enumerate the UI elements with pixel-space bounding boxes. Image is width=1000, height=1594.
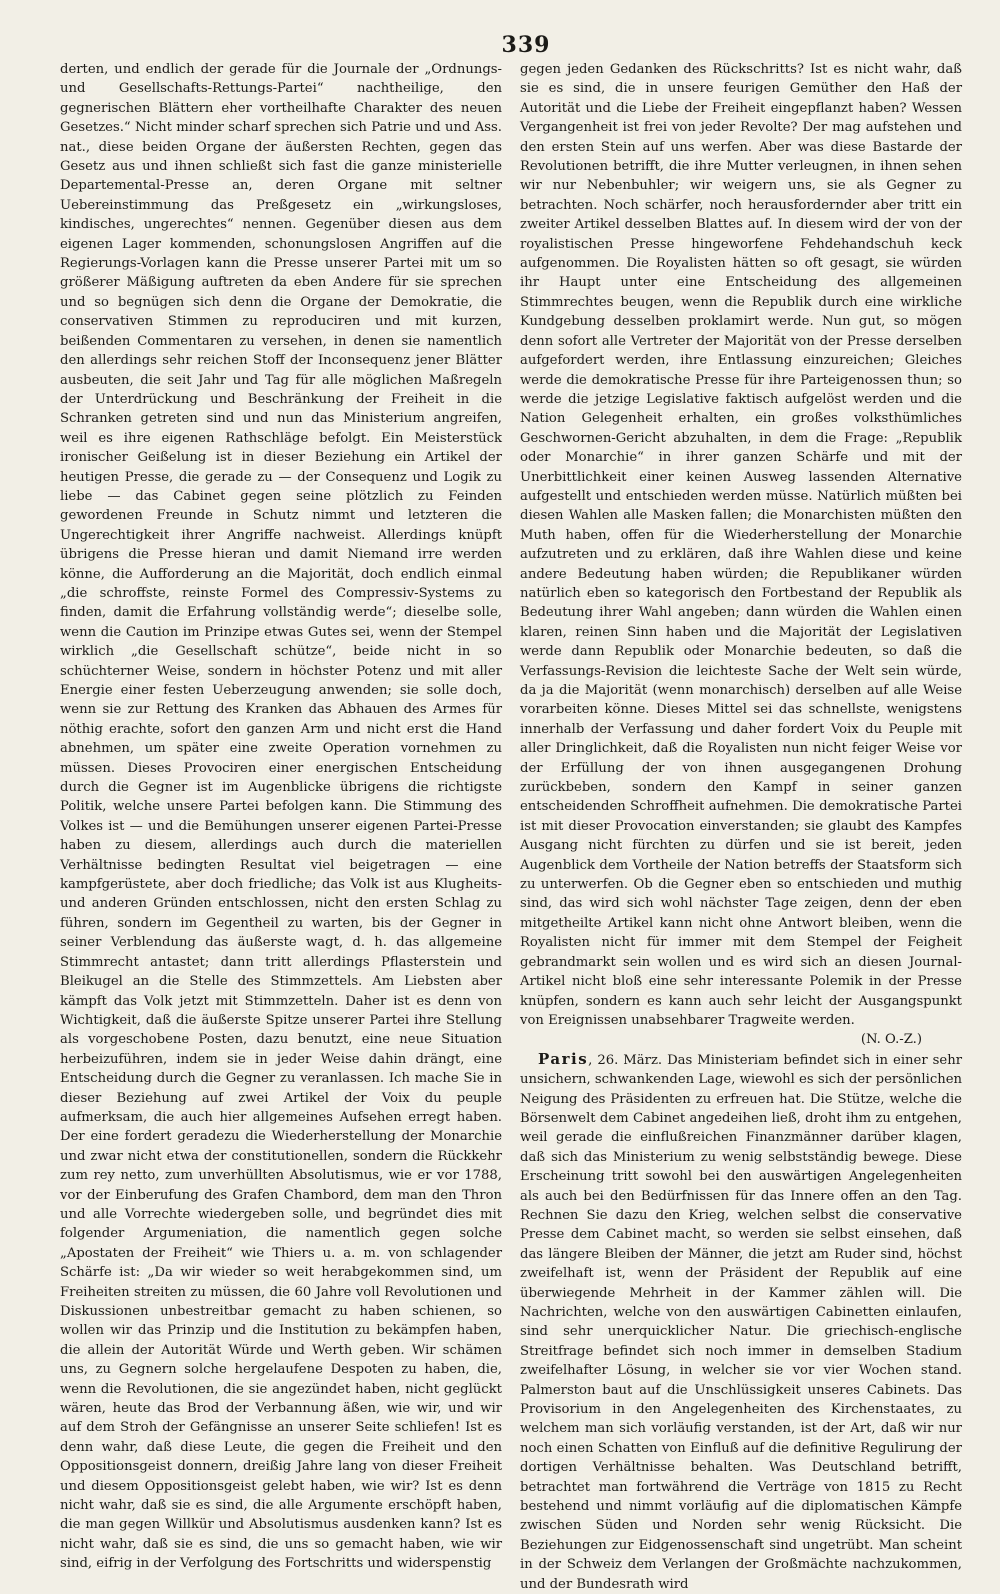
right-column-text-2: Das Ministeriam befindet sich in einer sehr unsichern, schwankenden Lage, wiewohl es sich der persönlichen Neigung des Präsidenten zu erfreuen hat. Die Stütze, welche die Börsenwelt dem Cabinet angedeihen ließ, droht ihm zu entgehen, weil gerade die einflußreichen Finanzmänner darüber klagen, daß sich das Ministerium zu wenig selbstständig bewege. Diese Erscheinung tritt sowohl bei den auswärtigen Angelegenheiten als auch bei den Bedürfnissen für das Innere offen an den Tag. Rechnen Sie dazu den Krieg, welchen selbst die conservative Presse dem Cabinet macht, so werden sie selbst einsehen, daß das längere Bleiben der Männer, die jetzt am Ruder sind, höchst zweifelhaft ist, wenn der Präsident der Republik auf eine überwiegende Mehrheit in der Kammer zählen will. Die Nachrichten, welche von den auswärtigen Cabinetten einlaufen, sind sehr unerquicklicher Natur. Die griechisch-englische Streitfrage befindet sich noch immer in demselben Stadium zweifelhafter Lösung, in welcher sie vor vier Wochen stand. Palmerston baut auf die Unschlüssigkeit unseres Cabinets. Das Provisorium in den Angelegenheiten des Kirchenstaates, zu welchem man sich vorläufig verstanden, ist der Art, daß wir nur noch einen Schatten von Einfluß auf die definitive Regulirung der dortigen Verhältnisse behalten. Was Deutschland betrifft, betrachtet man fortwährend die Verträge von 1815 zu Recht bestehend und nimmt vorläufig auf die diplomatischen Kämpfe zwischen Süden und Norden sehr wenig Rücksicht. Die Beziehungen zur Eidgenossenschaft sind ungetrübt. Man scheint in der Schweiz dem Verlangen der Großmächte nachzukommen, und der Bundesrath wird bbox=[520, 1052, 962, 1592]
text-columns bbox=[60, 60, 962, 1592]
dateline-place: Paris bbox=[538, 1049, 589, 1068]
source-signature: (N. O.-Z.) bbox=[860, 1032, 922, 1048]
left-column bbox=[60, 60, 502, 1572]
right-column bbox=[520, 60, 962, 1592]
page-number: 339 bbox=[501, 32, 551, 58]
right-column-text-1: gegen jeden Gedanken des Rückschritts? Ist es nicht wahr, daß sie es sind, die in unsere feurigen Gemüther den Haß der Autorität und die Liebe der Freiheit eingepflanzt haben? Wessen Vergangenheit ist frei von jeder Revolte? Der mag aufstehen und den ersten Stein auf uns werfen. Aber was diese Bastarde der Revolutionen betrifft, die ihre Mutter verleugnen, in ihnen sehen wir nur Nebenbuhler; wir weigern uns, sie als Gegner zu betrachten. Noch schärfer, noch herausfordernder aber tritt ein zweiter Artikel desselben Blattes auf. In diesem wird der von der royalistischen Presse hingeworfene Fehdehandschuh keck aufgenommen. Die Royalisten hätten so oft gesagt, sie würden ihr Haupt unter eine Entscheidung des allgemeinen Stimmrechtes beugen, wenn die Republik durch eine wirkliche Kundgebung desselben proklamirt werde. Nun gut, so mögen denn sofort alle Vertreter der Majorität von der Presse derselben aufgefordert werden, ihre Entlassung einzureichen; Gleiches werde die demokratische Presse für ihre Parteigenossen thun; so werde die jetzige Legislative faktisch aufgelöst werden und die Nation Gelegenheit erhalten, ein großes volksthümliches Geschwornen-Gericht abzuhalten, in dem die Frage: „Republik oder Monarchie“ in ihrer ganzen Schärfe und mit der Unerbittlichkeit einer keinen Ausweg lassenden Alternative aufgestellt und entschieden werden müsse. Natürlich müßten bei diesen Wahlen alle Masken fallen; die Monarchisten müßten den Muth haben, offen für die Wiederherstellung der Monarchie aufzutreten und zu erklären, daß ihre Wahlen diese und keine andere Bedeutung haben würden; die Republikaner würden natürlich eben so kategorisch den Fortbestand der Republik als Bedeutung ihrer Wahl angeben; dann würden die Wahlen einen klaren, reinen Sinn haben und die Majorität der Legislativen werde dann Republik oder Monarchie bedeuten, so daß die Verfassungs-Revision die leichteste Sache der Welt sein würde, da ja die Majorität (wenn monarchisch) derselben auf alle Weise vorarbeiten könne. Dieses Mittel sei das schnellste, wenigstens innerhalb der Verfassung und daher fordert Voix du Peuple mit aller Dringlichkeit, daß die Royalisten nun nicht feiger Weise vor der Erfüllung der von ihnen ausgegangenen Drohung zurückbeben, sondern den Kampf in seiner ganzen entscheidenden Schroffheit aufnehmen. Die demokratische Partei ist mit dieser Provocation einverstanden; sie glaubt des Kampfes Ausgang nicht fürchten zu dürfen und sie ist bereit, jeden Augenblick dem Vortheile der Nation betreffs der Staatsform sich zu unterwerfen. Ob die Gegner eben so entschieden und muthig sind, das wird sich wohl nächster Tage zeigen, denn der eben mitgetheilte Artikel kann nicht ohne Antwort bleiben, wenn die Royalisten nicht für immer mit dem Stempel der Feigheit gebrandmarkt sein wollen und es wird sich an diesen Journal-Artikel nicht bloß eine sehr interessante Polemik in der Presse knüpfen, sondern es kann auch sehr leicht der Ausgangspunkt von Ereignissen unabsehbarer Tragweite werden. bbox=[520, 62, 962, 1028]
dateline-date: , 26. März. bbox=[588, 1052, 663, 1068]
paris-report bbox=[520, 1050, 962, 1594]
left-column-text: derten, und endlich der gerade für die Journale der „Ordnungs- und Gesellschafts-Rettungs-Partei“ nachtheilige, den gegnerischen Blättern eher vortheilhafte Charakter des neuen Gesetzes.“ Nicht minder scharf sprechen sich Patrie und und Ass. nat., diese beiden Organe der äußersten Rechten, gegen das Gesetz aus und ihnen schließt sich fast die ganze ministerielle Departemental-Presse an, deren Organe mit seltner Uebereinstimmung das Preßgesetz ein „wirkungsloses, kindisches, ungerechtes“ nennen. Gegenüber diesen aus dem eigenen Lager kommenden, schonungslosen Angriffen auf die Regierungs-Vorlagen kann die Presse unserer Partei mit um so größerer Mäßigung auftreten da eben Andere für sie sprechen und so begnügen sich denn die Organe der Demokratie, die conservativen Stimmen zu reproduciren und mit kurzen, beißenden Commentaren zu versehen, in denen sie namentlich den allerdings sehr reichen Stoff der Inconsequenz jener Blätter ausbeuten, die seit Jahr und Tag für alle möglichen Maßregeln der Unterdrückung und Beschränkung der Freiheit in die Schranken getreten sind und nun das Ministerium angreifen, weil es ihre eigenen Rathschläge befolgt. Ein Meisterstück ironischer Geißelung ist in dieser Beziehung ein Artikel der heutigen Presse, die gerade zu — der Consequenz und Logik zu liebe — das Cabinet gegen seine plötzlich zu Feinden gewordenen Freunde in Schutz nimmt und letzteren die Ungerechtigkeit ihrer Angriffe nachweist. Allerdings knüpft übrigens die Presse hieran und damit Niemand irre werden könne, die Aufforderung an die Majorität, doch endlich einmal „die schroffste, reinste Formel des Compressiv-Systems zu finden, damit die Erfahrung vollständig werde“; dieselbe solle, wenn die Caution im Prinzipe etwas Gutes sei, wenn der Stempel wirklich „die Gesellschaft schütze“, beide nicht in so schüchterner Weise, sondern in höchster Potenz und mit aller Energie einer festen Ueberzeugung anwenden; sie solle doch, wenn sie zur Rettung des Kranken das Abhauen des Armes für nöthig erachte, sofort den ganzen Arm und nicht erst die Hand abnehmen, um später eine zweite Operation vornehmen zu müssen. Dieses Provociren einer energischen Entscheidung durch die Gegner ist im Augenblicke übrigens die richtigste Politik, welche unsere Partei befolgen kann. Die Stimmung des Volkes ist — und die Bemühungen unserer eigenen Partei-Presse haben zu diesem, allerdings auch durch die materiellen Verhältnisse bedingten Resultat viel beigetragen — eine kampfgerüstete, aber doch friedliche; das Volk ist aus Klugheits- und anderen Gründen entschlossen, nicht den ersten Schlag zu führen, sondern im Gegentheil zu warten, bis der Gegner in seiner Verblendung das äußerste wagt, d. h. das allgemeine Stimmrecht antastet; dann tritt allerdings Pflasterstein und Bleikugel an die Stelle des Stimmzettels. Am Liebsten aber kämpft das Volk jetzt mit Stimmzetteln. Daher ist es denn von Wichtigkeit, daß die äußerste Spitze unserer Partei ihre Stellung als vorgeschobene Posten, dazu benutzt, eine neue Situation herbeizuführen, indem sie in jeder Weise dahin drängt, eine Entscheidung durch die Gegner zu veranlassen. Ich mache Sie in dieser Beziehung auf zwei Artikel der Voix du peuple aufmerksam, die auch hier allgemeines Aufsehen erregt haben. Der eine fordert geradezu die Wiederherstellung der Monarchie und zwar nicht etwa der constitutionellen, sondern die Rückkehr zum rey netto, zum unverhüllten Absolutismus, wie er vor 1788, vor der Einberufung des Grafen Chambord, dem man den Thron und alle Vorrechte wiedergeben solle, und begründet dies mit folgender Argumeniation, die namentlich gegen solche „Apostaten der Freiheit“ wie Thiers u. a. m. von schlagender Schärfe ist: „Da wir wieder so weit herabgekommen sind, um Freiheiten streiten zu müssen, die 60 Jahre voll Revolutionen und Diskussionen unbestreitbar gemacht zu haben schienen, so wollen wir das Prinzip und die Institution zu bekämpfen haben, die allein der Autorität Würde und Werth geben. Wir schämen uns, zu Gegnern solche hergelaufene Despoten zu haben, die, wenn die Revolutionen, die sie angezündet haben, nicht geglückt wären, heute das Brod der Verbannung äßen, wie wir, und wir auf dem Stroh der Gefängnisse an unserer Seite schliefen! Ist es denn wahr, daß diese Leute, die gegen die Freiheit und den Oppositionsgeist donnern, dreißig Jahre lang von dieser Freiheit und diesem Oppositionsgeist gelebt haben, wie wir? Ist es denn nicht wahr, daß sie es sind, die alle Argumente erschöpft haben, die man gegen Willkür und Absolutismus ausdenken kann? Ist es nicht wahr, daß sie es sind, die uns so gemacht haben, wie wir sind, eifrig in der Verfolgung des Fortschritts und widerspenstig bbox=[60, 62, 502, 1572]
